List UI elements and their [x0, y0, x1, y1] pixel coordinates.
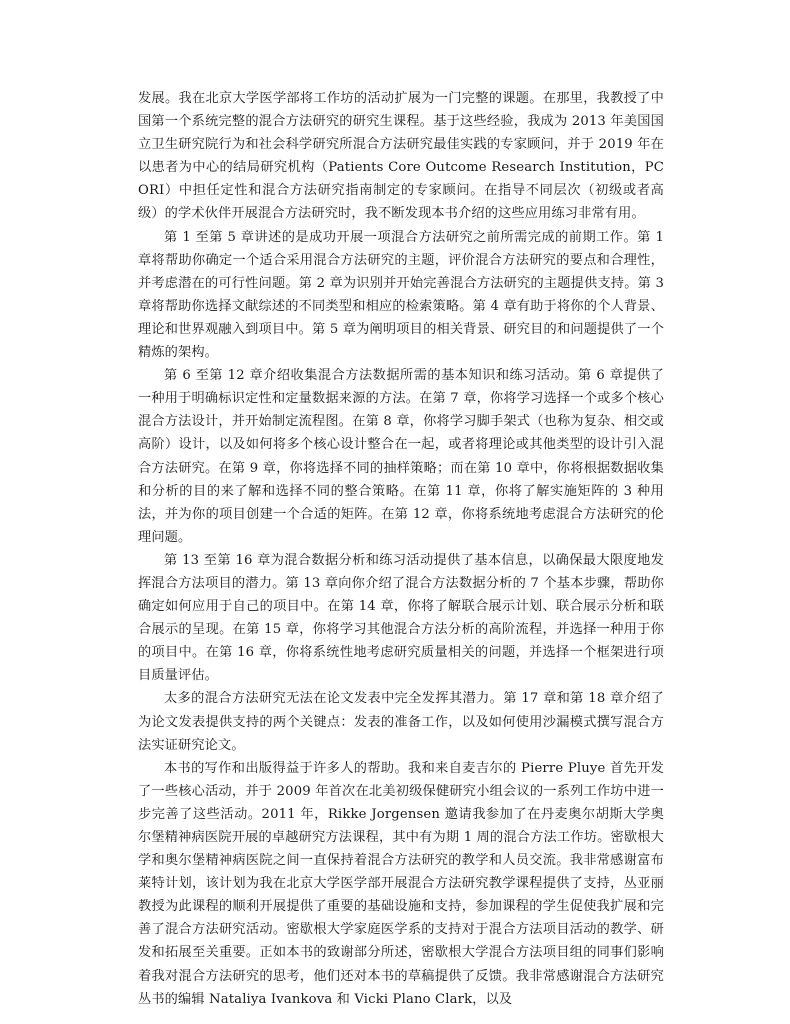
paragraph-1: 发展。我在北京大学医学部将工作坊的活动扩展为一门完整的课题。在那里，我教授了中国第一个系统完整的混合方法研究的研究生课程。基于这些经验，我成为 2013 年美国国立卫生研究院行为和社会科学研究所混合方法研究最佳实践的专家顾问，并于 2019 年在以患者为中心的结局研究机构（Patients Core Outcome Research Institution，PCORI）中担任定性和混合方法研究指南制定的专家顾问。在指导不同层次（初级或者高级）的学术伙伴开展混合方法研究时，我不断发现本书介绍的这些应用练习非常有用。 [138, 91, 664, 222]
document-page [138, 87, 664, 1011]
paragraph-6: 本书的写作和出版得益于许多人的帮助。我和来自麦吉尔的 Pierre Pluye 首先开发了一些核心活动，并于 2009 年首次在北美初级保健研究小组会议的一系列工作坊中进一步完善了这些活动。2011 年，Rikke Jorgensen 邀请我参加了在丹麦奥尔胡斯大学奥尔堡精神病医院开展的卓越研究方法课程，其中有为期 1 周的混合方法工作坊。密歇根大学和奥尔堡精神病医院之间一直保持着混合方法研究的教学和人员交流。我非常感谢富布莱特计划，该计划为我在北京大学医学部开展混合方法研究教学课程提供了支持，丛亚丽教授为此课程的顺利开展提供了重要的基础设施和支持，参加课程的学生促使我扩展和完善了混合方法研究活动。密歇根大学家庭医学系的支持对于混合方法项目活动的教学、研发和拓展至关重要。正如本书的致谢部分所述，密歇根大学混合方法项目组的同事们影响着我对混合方法研究的思考，他们还对本书的草稿提供了反馈。我非常感谢混合方法研究丛书的编辑 Nataliya Ivankova 和 Vicki Plano Clark，以及 [138, 760, 664, 1007]
paragraph-5: 太多的混合方法研究无法在论文发表中完全发挥其潜力。第 17 章和第 18 章介绍了为论文发表提供支持的两个关键点：发表的准备工作，以及如何使用沙漏模式撰写混合方法实证研究论文。 [138, 691, 664, 753]
paragraph-4: 第 13 至第 16 章为混合数据分析和练习活动提供了基本信息，以确保最大限度地发挥混合方法项目的潜力。第 13 章向你介绍了混合方法数据分析的 7 个基本步骤，帮助你确定如何应用于自己的项目中。在第 14 章，你将了解联合展示计划、联合展示分析和联合展示的呈现。在第 15 章，你将学习其他混合方法分析的高阶流程，并选择一种用于你的项目中。在第 16 章，你将系统性地考虑研究质量相关的问题，并选择一个框架进行项目质量评估。 [138, 552, 664, 684]
paragraph-3: 第 6 至第 12 章介绍收集混合方法数据所需的基本知识和练习活动。第 6 章提供了一种用于明确标识定性和定量数据来源的方法。在第 7 章，你将学习选择一个或多个核心混合方法设计，并开始制定流程图。在第 8 章，你将学习脚手架式（也称为复杂、相交或高阶）设计，以及如何将多个核心设计整合在一起，或者将理论或其他类型的设计引入混合方法研究。在第 9 章，你将选择不同的抽样策略；而在第 10 章中，你将根据数据收集和分析的目的来了解和选择不同的整合策略。在第 11 章，你将了解实施矩阵的 3 种用法，并为你的项目创建一个合适的矩阵。在第 12 章，你将系统地考虑混合方法研究的伦理问题。 [138, 368, 664, 545]
paragraph-2: 第 1 至第 5 章讲述的是成功开展一项混合方法研究之前所需完成的前期工作。第 1 章将帮助你确定一个适合采用混合方法研究的主题，评价混合方法研究的要点和合理性，并考虑潜在的可行性问题。第 2 章为识别并开始完善混合方法研究的主题提供支持。第 3 章将帮助你选择文献综述的不同类型和相应的检索策略。第 4 章有助于将你的个人背景、理论和世界观融入到项目中。第 5 章为阐明项目的相关背景、研究目的和问题提供了一个精炼的架构。 [138, 229, 664, 361]
